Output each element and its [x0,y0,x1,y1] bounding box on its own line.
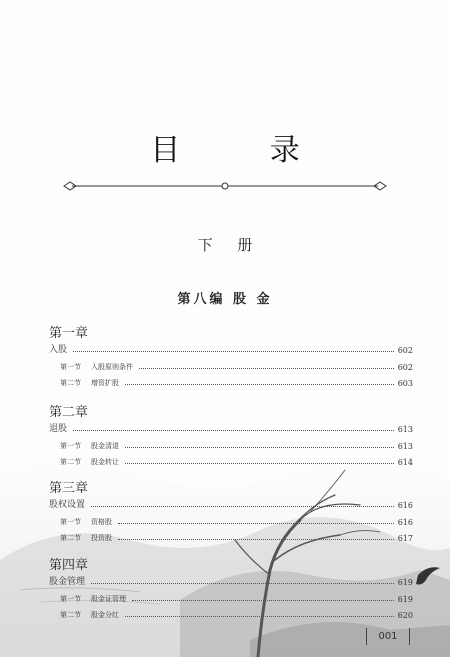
dot-leader [91,505,394,507]
page-number: 001 [366,628,410,645]
dot-leader [125,462,394,464]
toc-section-entry[interactable] [60,374,413,388]
toc-entry-title: 入股 [49,345,68,355]
toc-entry[interactable] [49,573,413,587]
toc-page-number: 613 [397,442,413,451]
section-title: 股金清退 [91,442,119,450]
toc-page-number: 619 [397,578,413,587]
section-title: 股金转让 [91,458,119,466]
section-title: 投资股 [91,534,112,542]
toc-page-number: 616 [397,501,413,510]
section-number: 第二节 [60,379,81,387]
toc-section-entry[interactable] [60,513,413,527]
dot-leader [91,582,394,584]
section-title: 股金证管理 [91,595,126,603]
toc-section-entry[interactable] [60,606,413,620]
section-title: 入股原则条件 [91,363,133,371]
toc-entry-title: 股金管理 [49,577,86,587]
section-number: 第一节 [60,363,81,371]
toc-entry[interactable] [49,496,413,510]
page-title: 目 录 [150,133,340,168]
toc-section-entry[interactable] [60,590,413,604]
toc-page-number: 616 [397,518,413,527]
dot-leader [125,383,394,385]
part-heading: 第八编 股 金 [177,292,273,307]
section-title: 股金分红 [91,611,119,619]
chapter-heading: 第三章 [49,481,89,496]
section-number: 第二节 [60,611,81,619]
section-title: 资格股 [91,518,112,526]
chapter-heading: 第二章 [49,405,89,420]
dot-leader [132,599,394,601]
section-number: 第一节 [60,442,81,450]
toc-entry-title: 股权设置 [49,500,86,510]
toc-section-entry[interactable] [60,453,413,467]
toc-page-number: 602 [397,346,413,355]
section-number: 第二节 [60,458,81,466]
dot-leader [118,538,394,540]
dot-leader [118,522,394,524]
dot-leader [73,429,394,431]
toc-entry[interactable] [49,420,413,434]
section-number: 第一节 [60,595,81,603]
toc-page-number: 603 [397,379,413,388]
toc-entry[interactable] [49,341,413,355]
toc-page-number: 613 [397,425,413,434]
dot-leader [73,350,394,352]
chapter-heading: 第一章 [49,326,89,341]
toc-section-entry[interactable] [60,529,413,543]
title-ornament-divider [62,178,388,194]
toc-page-number: 614 [397,458,413,467]
section-number: 第一节 [60,518,81,526]
volume-heading: 下 册 [197,236,263,254]
toc-page-number: 617 [397,534,413,543]
dot-leader [125,446,394,448]
dot-leader [125,615,394,617]
dot-leader [139,367,394,369]
section-number: 第二节 [60,534,81,542]
toc-section-entry[interactable] [60,437,413,451]
toc-page-number: 619 [397,595,413,604]
chapter-heading: 第四章 [49,558,89,573]
toc-page-number: 602 [397,363,413,372]
toc-entry-title: 退股 [49,424,68,434]
toc-page-number: 620 [397,611,413,620]
toc-section-entry[interactable] [60,358,413,372]
section-title: 增资扩股 [91,379,119,387]
